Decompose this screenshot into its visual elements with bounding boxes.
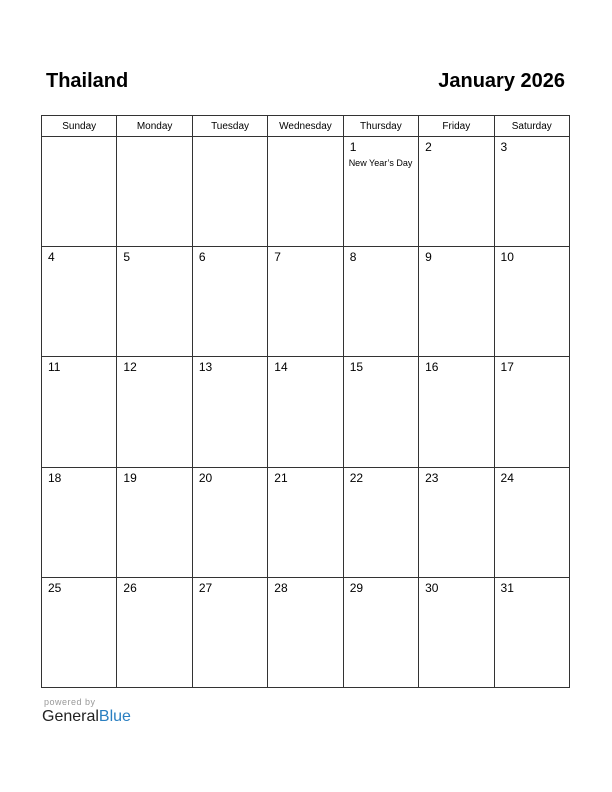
weekday-header: Monday — [117, 116, 192, 137]
day-cell — [419, 577, 494, 687]
calendar-grid — [41, 115, 570, 688]
day-number: 13 — [198, 360, 213, 375]
day-cell — [494, 357, 569, 467]
day-number: 29 — [349, 580, 364, 595]
day-number: 21 — [274, 470, 288, 485]
weekday-header: Thursday — [343, 116, 418, 137]
day-number: 25 — [48, 580, 62, 595]
day-cell — [343, 137, 418, 247]
day-cell — [419, 247, 494, 357]
week-row — [42, 357, 570, 467]
day-cell — [192, 577, 267, 687]
day-cell — [117, 467, 192, 577]
day-number: 12 — [123, 360, 137, 375]
day-number: 17 — [500, 360, 514, 375]
brand-general-text: General — [42, 708, 99, 725]
day-number — [268, 137, 342, 141]
day-cell — [42, 467, 117, 577]
day-number: 30 — [425, 580, 439, 595]
day-cell — [419, 137, 494, 247]
day-cell — [343, 467, 418, 577]
day-cell — [192, 137, 267, 247]
day-number: 15 — [349, 360, 364, 375]
brand-blue-text: Blue — [98, 708, 131, 725]
day-number: 24 — [500, 470, 514, 485]
day-cell — [494, 577, 569, 687]
day-cell — [192, 467, 267, 577]
day-number: 1 — [349, 140, 357, 154]
day-cell — [268, 467, 343, 577]
day-number: 31 — [500, 580, 514, 595]
day-number: 22 — [349, 470, 364, 485]
day-cell — [494, 137, 569, 247]
day-cell — [494, 247, 569, 357]
week-row — [42, 467, 570, 577]
day-cell — [419, 467, 494, 577]
day-number — [42, 137, 116, 141]
day-number: 26 — [123, 580, 137, 595]
day-cell — [343, 577, 418, 687]
day-cell — [343, 357, 418, 467]
day-cell — [117, 577, 192, 687]
day-number: 28 — [274, 580, 288, 595]
day-number: 8 — [349, 250, 357, 265]
weekday-header: Wednesday — [268, 116, 343, 137]
weekday-header: Tuesday — [192, 116, 267, 137]
day-number: 2 — [425, 140, 432, 154]
week-row — [42, 137, 570, 247]
day-cell — [117, 137, 192, 247]
day-cell — [117, 247, 192, 357]
weekday-header: Saturday — [494, 116, 569, 137]
day-number: 27 — [198, 580, 213, 595]
day-number: 4 — [48, 250, 55, 265]
day-number: 19 — [123, 470, 137, 485]
day-cell — [268, 357, 343, 467]
day-number: 16 — [425, 360, 439, 375]
day-number — [193, 137, 267, 141]
day-number: 6 — [198, 250, 206, 265]
week-row — [42, 247, 570, 357]
day-number: 9 — [425, 250, 432, 265]
day-number: 11 — [48, 360, 61, 375]
day-cell — [268, 137, 343, 247]
day-cell — [343, 247, 418, 357]
day-cell — [192, 247, 267, 357]
day-number: 23 — [425, 470, 439, 485]
day-number: 10 — [500, 250, 514, 265]
day-cell — [268, 577, 343, 687]
day-cell — [42, 247, 117, 357]
day-cell — [192, 357, 267, 467]
day-cell — [419, 357, 494, 467]
weekday-header: Friday — [419, 116, 494, 137]
weekday-header-row — [42, 116, 570, 137]
week-row — [42, 577, 570, 687]
month-year-title: January 2026 — [438, 70, 565, 92]
day-number: 7 — [274, 250, 281, 265]
generalblue-logo[interactable] — [42, 708, 131, 726]
weekday-header: Sunday — [42, 116, 117, 137]
day-cell — [117, 357, 192, 467]
day-number: 20 — [198, 470, 213, 485]
day-cell — [42, 357, 117, 467]
powered-by-label: powered by — [44, 697, 96, 707]
day-cell — [42, 137, 117, 247]
day-cell — [494, 467, 569, 577]
day-number: 5 — [123, 250, 131, 265]
day-number: 3 — [500, 140, 508, 154]
holiday-label: New Year’s Day — [348, 158, 413, 168]
day-number: 18 — [48, 470, 62, 485]
day-cell — [268, 247, 343, 357]
country-title: Thailand — [46, 70, 129, 92]
day-cell — [42, 577, 117, 687]
day-number — [117, 137, 191, 141]
day-number: 14 — [274, 360, 288, 375]
